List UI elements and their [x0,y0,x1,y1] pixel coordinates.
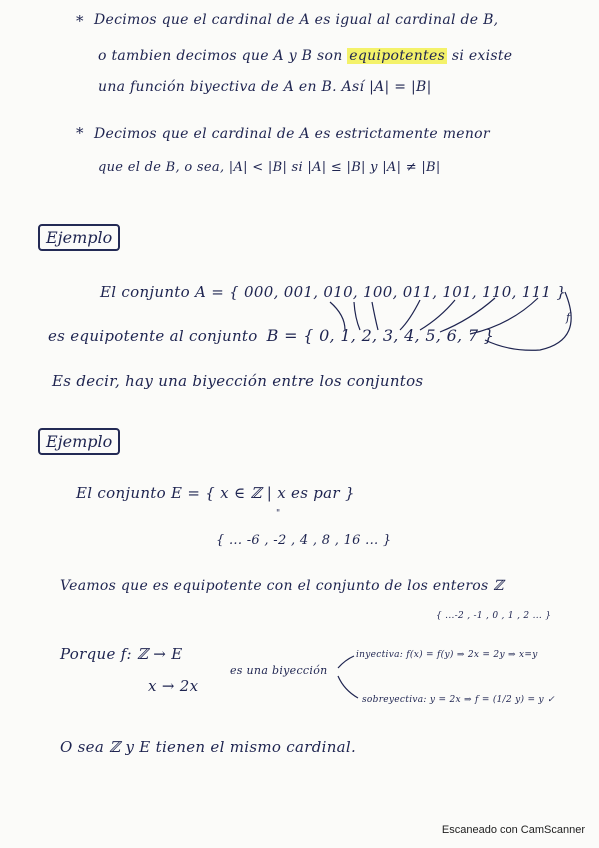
example2-es-biyeccion: es una biyección [230,664,328,677]
example2-title: Ejemplo [38,428,120,455]
example2-sobreyectiva: sobreyectiva: y = 2x ⇒ f = (1/2 y) = y ✓ [362,695,555,705]
def2-line1: Decimos que el cardinal de A es estrictamente menor [94,126,490,142]
def1-line3: una función biyectiva de A en B. Así |A| = |B| [98,79,432,95]
example1-set-b: B = { 0, 1, 2, 3, 4, 5, 6, 7 } [266,326,495,345]
example2-integers: { ...-2 , -1 , 0 , 1 , 2 ... } [436,611,552,621]
def1-bullet: * [76,12,84,30]
example1-f-label: f [566,311,571,324]
def1-line2-pre: o tambien decimos que A y B son [98,48,343,64]
def1-line2-post: si existe [451,48,513,64]
example1-title: Ejemplo [38,224,120,251]
example2-inyectiva: inyectiva: f(x) = f(y) ⇒ 2x = 2y ⇒ x=y [356,650,538,660]
example2-equals-mark: " [276,509,281,519]
example2-line1: El conjunto E = { x ∈ ℤ | x es par } [76,484,355,502]
example2-line2: { ... -6 , -2 , 4 , 8 , 16 ... } [216,533,392,548]
example1-line1: El conjunto A = { 000, 001, 010, 100, 011, 101, 110, 111 } [100,283,567,301]
def2-bullet: * [76,124,84,142]
example1-line3: Es decir, hay una biyección entre los conjuntos [52,372,424,390]
example2-map: x → 2x [148,677,199,695]
example2-line3: Veamos que es equipotente con el conjunto de los enteros ℤ [60,578,504,594]
example2-porque: Porque f: ℤ → E [60,645,183,663]
example1-line2-pre: es equipotente al conjunto [48,327,258,345]
scanner-footer: Escaneado con CamScanner [441,824,585,836]
def2-line2: que el de B, o sea, |A| < |B| si |A| ≤ |B| y |A| ≠ |B| [98,160,441,175]
def1-line1: Decimos que el cardinal de A es igual al cardinal de B, [94,12,499,28]
arrow-to-sobreyectiva [338,676,358,698]
example2-conclusion: O sea ℤ y E tienen el mismo cardinal. [60,738,357,756]
equipotentes-highlight: equipotentes [349,48,446,64]
arrow-to-inyectiva [338,656,354,668]
